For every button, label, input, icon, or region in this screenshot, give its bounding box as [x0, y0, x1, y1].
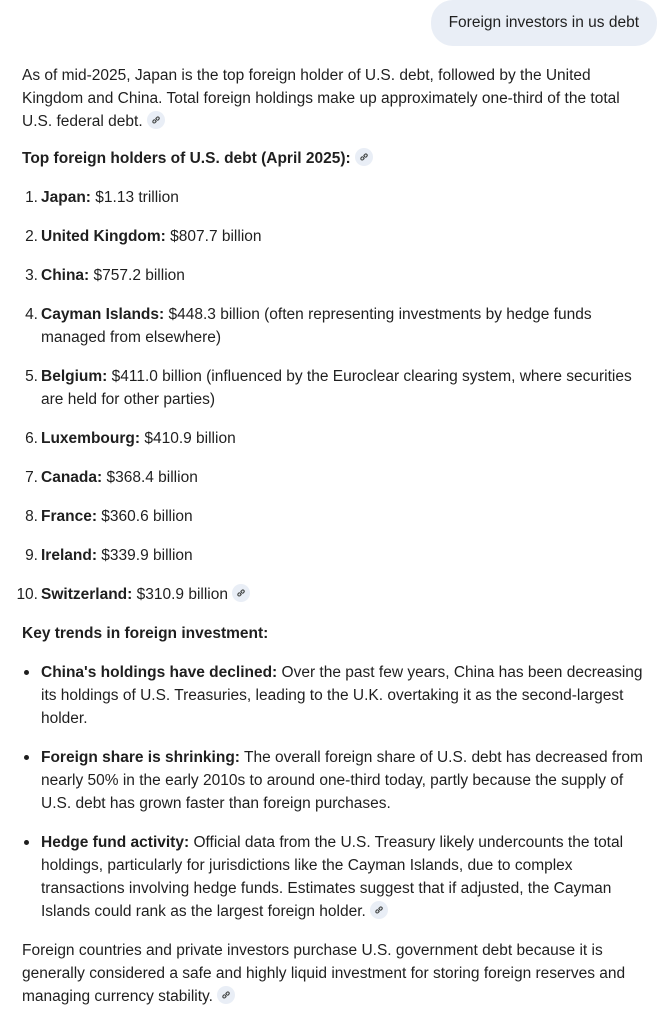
trend-text: Official data from the U.S. Treasury likely undercounts the total holdings, particularly for jurisdictions like the Cayman Islands, due to complex transactions involving hedge funds. Estimates suggest that if adjusted, the Cayman Islands could rank as the largest foreign holder.	[41, 834, 624, 920]
bullet-icon	[24, 670, 29, 675]
holding-value: $411.0 billion (influenced by the Euroclear clearing system, where securities are held for other parties)	[41, 368, 632, 408]
response-body	[16, 64, 652, 1008]
holding-value: $1.13 trillion	[90, 189, 179, 206]
source-link-button[interactable]	[147, 111, 165, 129]
country-name: United Kingdom:	[41, 228, 166, 245]
list-item	[22, 831, 652, 923]
country-name: Canada:	[41, 469, 103, 486]
list-item	[22, 505, 652, 528]
holding-value: $410.9 billion	[140, 430, 236, 447]
trends-heading: Key trends in foreign investment:	[22, 625, 269, 642]
holding-value: $368.4 billion	[102, 469, 198, 486]
holding-value: $757.2 billion	[89, 267, 185, 284]
closing-text: Foreign countries and private investors purchase U.S. government debt because it is generally considered a safe and highly liquid investment for storing foreign reserves and managing currency stability.	[22, 942, 626, 1005]
item-number: 5.	[25, 368, 38, 385]
intro-text: As of mid-2025, Japan is the top foreign holder of U.S. debt, followed by the United Kingdom and China. Total foreign holdings make up approximately one-third of the total U.S. federal debt.	[22, 67, 620, 130]
list-item	[22, 746, 652, 815]
country-name: Japan:	[41, 189, 91, 206]
holding-value: $360.6 billion	[97, 508, 193, 525]
list-item	[22, 186, 652, 209]
list-item	[22, 544, 652, 567]
link-icon	[359, 152, 369, 162]
country-name: Luxembourg:	[41, 430, 141, 447]
trend-title: Foreign share is shrinking:	[41, 749, 240, 766]
source-link-button[interactable]	[217, 986, 235, 1004]
item-number: 10.	[16, 586, 38, 603]
trend-title: China's holdings have declined:	[41, 664, 278, 681]
link-icon	[221, 990, 231, 1000]
holding-value: $339.9 billion	[96, 547, 193, 564]
link-icon	[236, 588, 246, 598]
list-item	[22, 365, 652, 411]
trend-title: Hedge fund activity:	[41, 834, 190, 851]
link-icon	[151, 115, 161, 125]
country-name: Belgium:	[41, 368, 108, 385]
country-name: France:	[41, 508, 97, 525]
country-name: Cayman Islands:	[41, 306, 165, 323]
source-link-button[interactable]	[370, 901, 388, 919]
source-link-button[interactable]	[232, 584, 250, 602]
item-number: 3.	[25, 267, 38, 284]
country-name: China:	[41, 267, 90, 284]
item-number: 6.	[25, 430, 38, 447]
list-item	[16, 583, 652, 606]
item-number: 8.	[25, 508, 38, 525]
holders-heading-text: Top foreign holders of U.S. debt (April 2025):	[22, 150, 351, 167]
list-item	[22, 303, 652, 349]
item-number: 9.	[25, 547, 38, 564]
trend-text: The overall foreign share of U.S. debt has decreased from nearly 50% in the early 2010s to around one-third today, partly because the supply of U.S. debt has grown faster than foreign purchases.	[41, 749, 643, 812]
link-icon	[374, 905, 384, 915]
source-link-button[interactable]	[355, 148, 373, 166]
holding-value: $310.9 billion	[132, 586, 228, 603]
list-item	[22, 466, 652, 489]
item-number: 4.	[25, 306, 38, 323]
user-message-row	[431, 0, 657, 46]
list-item	[22, 225, 652, 248]
item-number: 2.	[25, 228, 38, 245]
intro-paragraph	[22, 64, 652, 133]
list-item	[22, 427, 652, 450]
list-item	[22, 661, 652, 730]
item-number: 1.	[25, 189, 38, 206]
holding-value: $448.3 billion (often representing investments by hedge funds managed from elsewhere)	[41, 306, 592, 346]
user-query-bubble: Foreign investors in us debt	[431, 0, 657, 46]
trends-list	[22, 661, 652, 923]
country-name: Switzerland:	[41, 586, 133, 603]
bullet-icon	[24, 840, 29, 845]
holders-list	[16, 186, 652, 606]
holding-value: $807.7 billion	[165, 228, 262, 245]
holders-heading	[22, 147, 652, 170]
trend-text: Over the past few years, China has been decreasing its holdings of U.S. Treasuries, leading to the U.K. overtaking it as the second-largest holder.	[41, 664, 643, 727]
country-name: Ireland:	[41, 547, 97, 564]
list-item	[22, 264, 652, 287]
item-number: 7.	[25, 469, 38, 486]
bullet-icon	[24, 755, 29, 760]
closing-paragraph	[22, 939, 652, 1008]
